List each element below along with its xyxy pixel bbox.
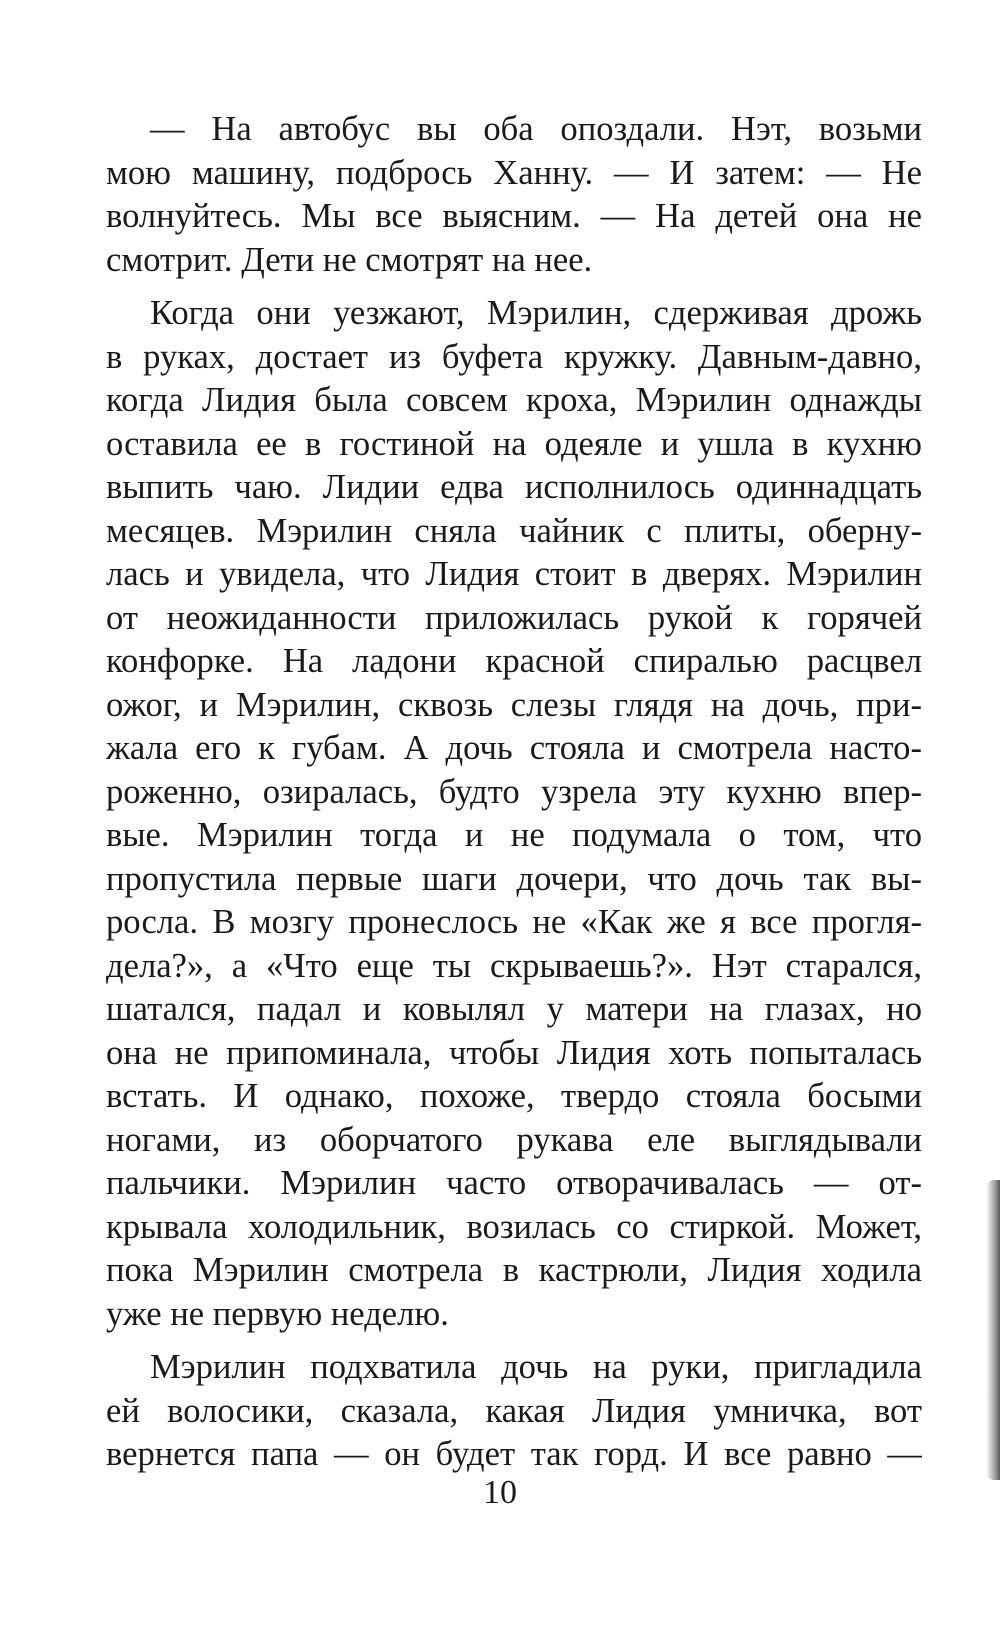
- text-line: пропустила первые шаги дочери, что дочь так вы-: [106, 859, 922, 898]
- text-line: оставила ее в гостиной на одеяле и ушла в кухню: [106, 424, 922, 463]
- text-line: от неожиданности приложилась рукой к горячей: [106, 598, 922, 637]
- text-line: ей волосики, сказала, какая Лидия умничка, вот: [106, 1391, 922, 1430]
- paragraph: [106, 292, 922, 1336]
- text-line: смотрит. Дети не смотрят на нее.: [106, 240, 593, 279]
- text-line: лась и увидела, что Лидия стоит в дверях. Мэрилин: [106, 555, 922, 593]
- text-line: шатался, падал и ковылял у матери на глазах, но: [106, 990, 922, 1028]
- text-line: в руках, достает из буфета кружку. Давным-давно,: [106, 337, 922, 376]
- text-line: пальчики. Мэрилин часто отворачивалась — от-: [106, 1164, 922, 1202]
- text-line: вернется папа — он будет так горд. И все равно —: [106, 1435, 922, 1473]
- text-line: выпить чаю. Лидии едва исполнилось одиннадцать: [106, 468, 922, 506]
- text-line: Когда они уезжают, Мэрилин, сдерживая дрожь: [150, 294, 922, 332]
- text-line: крывала холодильник, возилась со стиркой. Может,: [106, 1207, 922, 1246]
- text-line: волнуйтесь. Мы все выясним. — На детей она не: [106, 197, 922, 235]
- text-line: жала его к губам. А дочь стояла и смотрела насто-: [106, 729, 922, 767]
- text-line: ожог, и Мэрилин, сквозь слезы глядя на дочь, при-: [106, 685, 922, 724]
- text-line: когда Лидия была совсем кроха, Мэрилин однажды: [106, 381, 922, 419]
- text-line: ногами, из оборчатого рукава еле выглядывали: [106, 1120, 922, 1159]
- text-line: росла. В мозгу пронеслось не «Как же я все прогля-: [106, 903, 922, 941]
- text-line: Мэрилин подхватила дочь на руки, пригладила: [150, 1348, 922, 1386]
- text-line: она не припоминала, чтобы Лидия хоть попыталась: [106, 1033, 922, 1072]
- text-line: роженно, озиралась, будто узрела эту кухню впер-: [106, 772, 922, 811]
- text-line: конфорке. На ладони красной спиралью расцвел: [106, 642, 922, 680]
- paragraph: [106, 108, 922, 282]
- text-line: месяцев. Мэрилин сняла чайник с плиты, оберну-: [106, 511, 922, 550]
- text-line: дела?», а «Что еще ты скрываешь?». Нэт старался,: [106, 946, 922, 985]
- page-number: 10: [483, 1474, 517, 1511]
- text-line: встать. И однако, похоже, твердо стояла босыми: [106, 1077, 922, 1115]
- body-text: [106, 108, 922, 1477]
- paragraph: [106, 1346, 922, 1477]
- text-line: пока Мэрилин смотрела в кастрюли, Лидия ходила: [106, 1251, 922, 1289]
- text-line: вые. Мэрилин тогда и не подумала о том, что: [106, 816, 922, 854]
- scan-edge-shadow: [986, 1180, 1000, 1480]
- text-line: мою машину, подбрось Ханну. — И затем: — Не: [106, 153, 922, 192]
- text-line: — На автобус вы оба опоздали. Нэт, возьми: [150, 110, 922, 148]
- text-line: уже не первую неделю.: [106, 1294, 449, 1333]
